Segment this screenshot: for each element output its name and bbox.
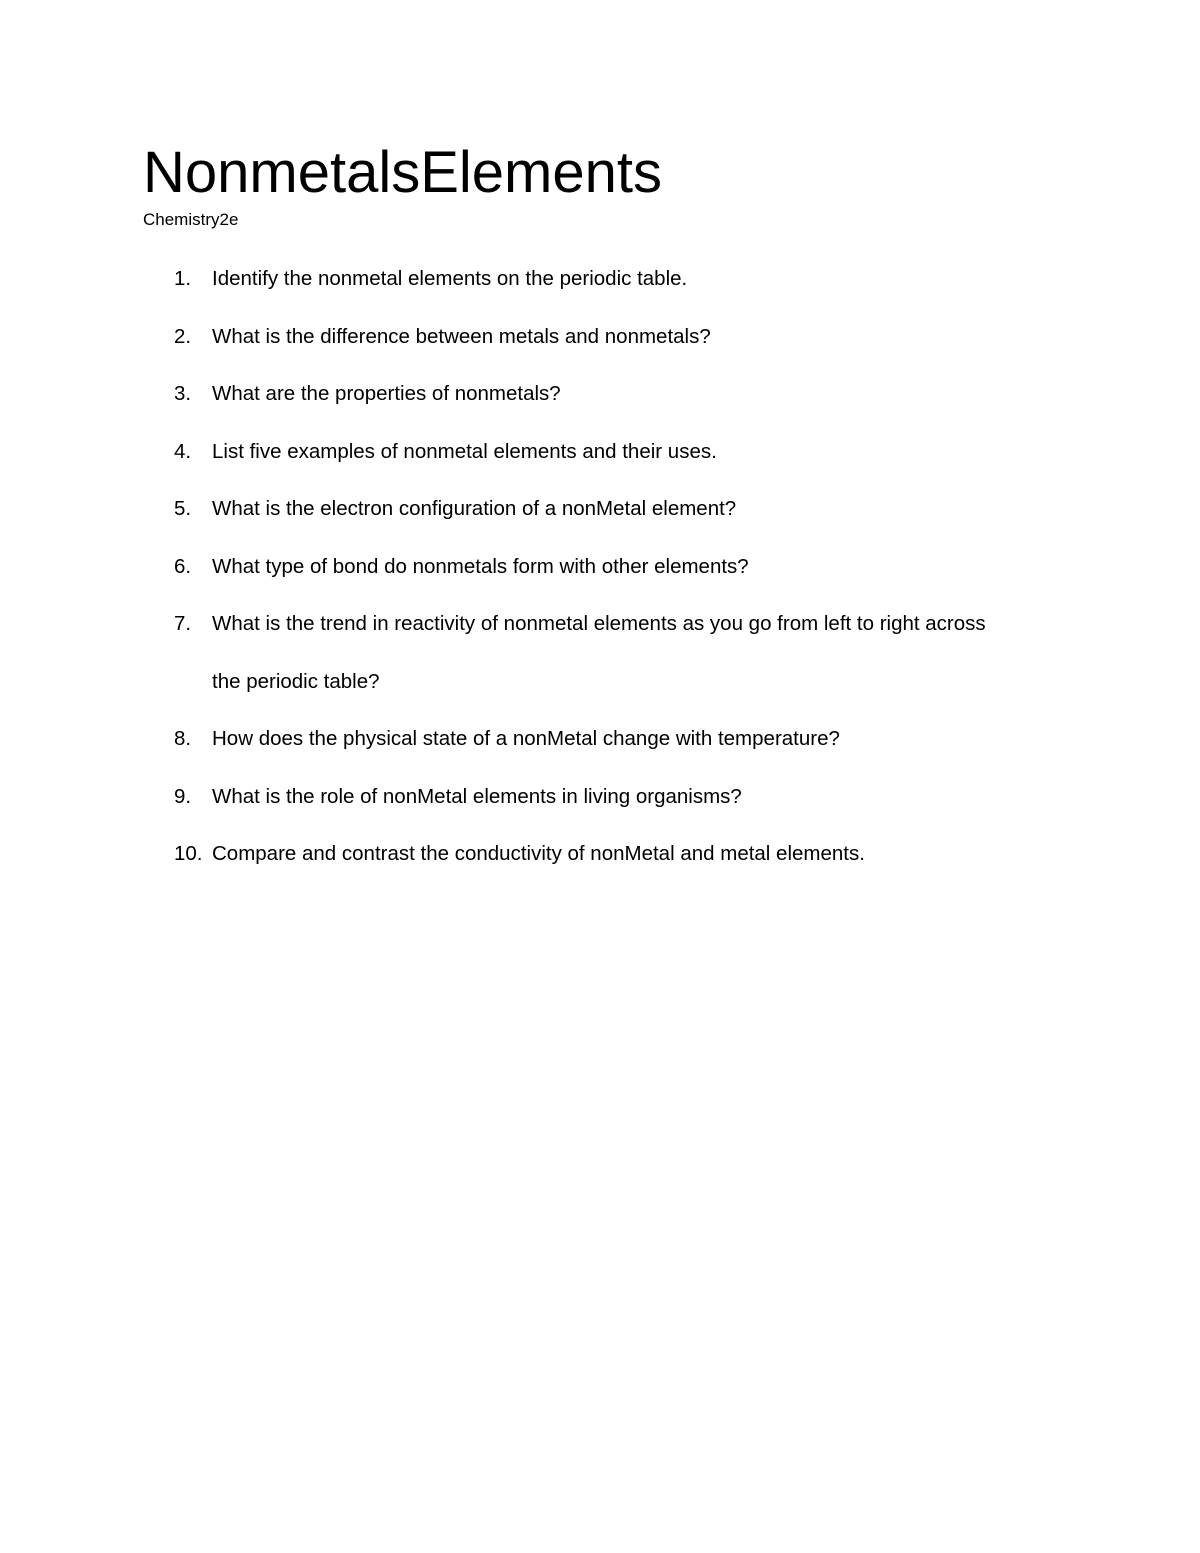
question-text: What is the difference between metals and nonmetals?	[212, 324, 711, 348]
question-text: How does the physical state of a nonMetal change with temperature?	[212, 727, 840, 750]
question-item	[0, 365, 1200, 423]
question-text: What type of bond do nonmetals form with other elements?	[212, 554, 749, 578]
question-number: 10.	[174, 842, 203, 865]
question-text: Identify the nonmetal elements on the periodic table.	[212, 267, 688, 290]
question-text-line2: the periodic table?	[212, 669, 380, 693]
question-item	[0, 710, 1200, 768]
question-item	[0, 308, 1200, 366]
question-number: 5.	[174, 497, 192, 520]
question-number: 3.	[174, 382, 192, 405]
question-item	[0, 538, 1200, 596]
question-number: 2.	[174, 324, 192, 348]
question-text: List five examples of nonmetal elements and their uses.	[212, 439, 717, 463]
question-item	[0, 595, 1200, 710]
question-text: What is the electron configuration of a nonMetal element?	[212, 497, 737, 520]
question-text-line1: What is the trend in reactivity of nonmetal elements as you go from left to right across	[212, 612, 986, 635]
question-number: 7.	[174, 612, 192, 635]
question-number: 8.	[174, 727, 192, 750]
question-list	[0, 250, 1200, 883]
question-item	[0, 825, 1200, 883]
page-subtitle: Chemistry2e	[143, 210, 239, 229]
page-title: NonmetalsElements	[143, 140, 662, 205]
question-number: 1.	[174, 267, 192, 290]
question-number: 4.	[174, 439, 192, 463]
question-text	[212, 595, 986, 710]
question-number: 9.	[174, 784, 192, 808]
question-number: 6.	[174, 554, 192, 578]
question-text: What is the role of nonMetal elements in living organisms?	[212, 784, 742, 808]
question-item	[0, 768, 1200, 826]
question-item	[0, 423, 1200, 481]
question-text: What are the properties of nonmetals?	[212, 382, 561, 405]
question-text: Compare and contrast the conductivity of nonMetal and metal elements.	[212, 842, 865, 865]
question-item	[0, 480, 1200, 538]
question-item	[0, 250, 1200, 308]
